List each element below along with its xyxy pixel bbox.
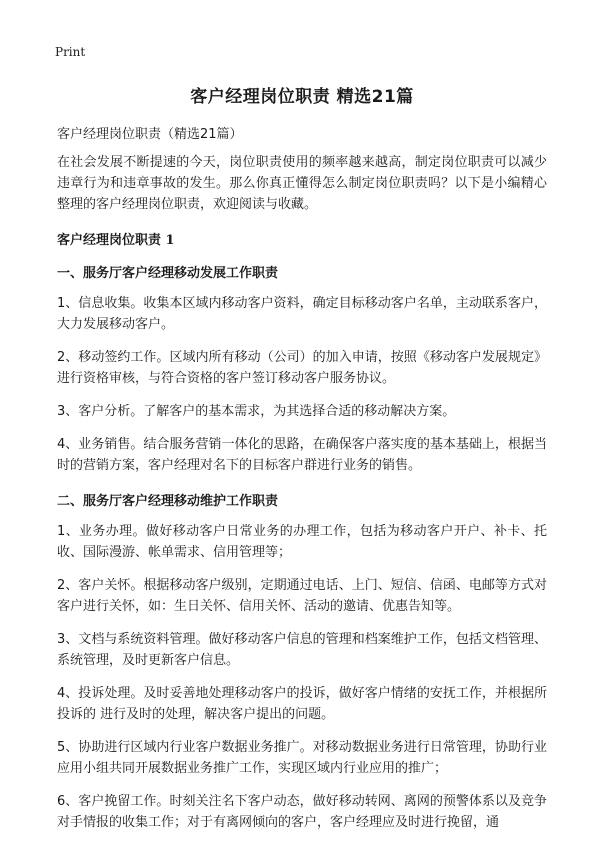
list-item: 2、移动签约工作。区域内所有移动（公司）的加入申请，按照《移动客户发展规定》进行资格审核，与符合资格的客户签订移动客户服务协议。 bbox=[57, 350, 547, 386]
print-link[interactable]: Print bbox=[55, 45, 86, 59]
list-item: 1、信息收集。收集本区域内移动客户资料，确定目标移动客户名单，主动联系客户，大力发展移动客户。 bbox=[57, 296, 547, 332]
section-heading: 客户经理岗位职责 1 bbox=[57, 233, 175, 248]
list-item: 3、客户分析。了解客户的基本需求，为其选择合适的移动解决方案。 bbox=[57, 404, 456, 419]
list-item: 2、客户关怀。根据移动客户级别，定期通过电话、上门、短信、信函、电邮等方式对客户进行关怀，如：生日关怀、信用关怀、活动的邀请、优惠告知等。 bbox=[57, 578, 547, 614]
list-item: 3、文档与系统资料管理。做好移动客户信息的管理和档案维护工作，包括文档管理、系统管理，及时更新客户信息。 bbox=[57, 632, 547, 668]
document-title: 客户经理岗位职责 精选21篇 bbox=[190, 87, 414, 107]
list-item: 4、投诉处理。及时妥善地处理移动客户的投诉，做好客户情绪的安抚工作，并根据所投诉的 进行及时的处理，解决客户提出的问题。 bbox=[57, 686, 547, 722]
subsection-heading: 一、服务厅客户经理移动发展工作职责 bbox=[57, 266, 279, 281]
list-item: 4、业务销售。结合服务营销一体化的思路，在确保客户落实度的基本基础上，根据当时的营销方案，客户经理对名下的目标客户群进行业务的销售。 bbox=[57, 437, 547, 473]
intro-paragraph: 在社会发展不断提速的今天，岗位职责使用的频率越来越高，制定岗位职责可以减少违章行为和违章事故的发生。那么你真正懂得怎么制定岗位职责吗？以下是小编精心整理的客户经理岗位职责，欢迎阅读与收藏。 bbox=[57, 155, 547, 212]
document-subtitle: 客户经理岗位职责（精选21篇） bbox=[57, 127, 243, 142]
list-item: 5、协助进行区域内行业客户数据业务推广。对移动数据业务进行日常管理，协助行业应用小组共同开展数据业务推广工作，实现区域内行业应用的推广； bbox=[57, 740, 547, 776]
document-body bbox=[57, 82, 547, 845]
subsection-heading: 二、服务厅客户经理移动维护工作职责 bbox=[57, 494, 279, 509]
list-item: 6、客户挽留工作。时刻关注名下客户动态，做好移动转网、离网的预警体系以及竞争对手情报的收集工作；对于有离网倾向的客户，客户经理应及时进行挽留，通 bbox=[57, 794, 547, 830]
list-item: 1、业务办理。做好移动客户日常业务的办理工作，包括为移动客户开户、补卡、托收、国际漫游、帐单需求、信用管理等； bbox=[57, 524, 547, 560]
